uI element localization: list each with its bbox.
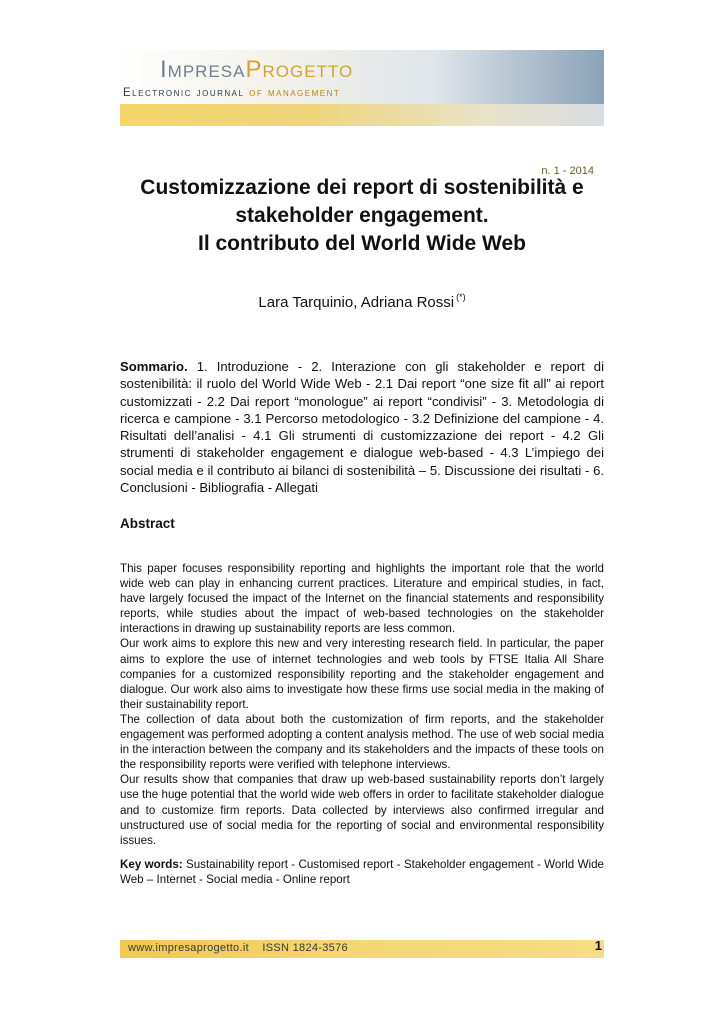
summary [120, 358, 604, 496]
journal-header [120, 50, 604, 177]
keywords [120, 857, 604, 887]
author-names: Lara Tarquinio, Adriana Rossi [258, 294, 455, 311]
abstract-paragraph: Our work aims to explore this new and very interesting research field. In particular, the paper aims to explore the use of internet technologies and web tools by FTSE Italia All Share companies for a customized responsibility reporting and the stakeholder engagement and dialogue. Our work also aims to investigate how these firms use social media in the making of their sustainability report. [120, 637, 604, 711]
footer-issn: ISSN 1824-3576 [262, 942, 348, 954]
page-number: 1 [594, 938, 602, 953]
keywords-label: Key words: [120, 858, 183, 871]
issue-number: n. 1 - 2014 [541, 165, 594, 177]
title-line-2: stakeholder engagement. [235, 204, 489, 227]
journal-tagline: Electronic journal of management [123, 87, 341, 99]
abstract-heading: Abstract [120, 516, 175, 531]
paper-title [60, 174, 664, 258]
authors [0, 292, 724, 311]
journal-logo: ImpresaProgetto [160, 56, 354, 83]
title-line-3: Il contributo del World Wide Web [197, 232, 527, 255]
author-note: (*) [456, 292, 466, 302]
footer-site: www.impresaprogetto.it [128, 942, 249, 954]
title-line-1: Customizzazione dei report di sostenibilità e [140, 176, 584, 199]
summary-text: 1. Introduzione - 2. Interazione con gli stakeholder e report di sostenibilità: il ruolo del World Wide Web - 2.1 Dai report “one size fit all” ai report customizzati - 2.2 Dai report “monologue” ai report “condivisi” - 3. Metodologia di ricerca e campione - 3.1 Percorso metodologico - 3.2 Definizione del campione - 4. Risultati dell’analisi - 4.1 Gli strumenti di customizzazione dei report - 4.2 Gli strumenti di stakeholder engagement e dialogue web-based - 4.3 L’impiego dei social media e il contributo ai bilanci di sostenibilità – 5. Discussione dei risultati - 6. Conclusioni - Bibliografia - Allegati [120, 359, 604, 496]
abstract-paragraph: This paper focuses responsibility reporting and highlights the important role that the world wide web can play in enhancing current practices. Literature and empirical studies, in fact, have largely focused the impact of the Internet on the financial statements and responsibility reports, while studies about the impact of web-based technologies on the stakeholder interactions in drawing up sustainability reports are less common. [120, 562, 604, 636]
keywords-text: Sustainability report - Customised report - Stakeholder engagement - World Wide Web – Internet - Social media - Online report [120, 858, 604, 886]
summary-label: Sommario. [120, 359, 188, 374]
footer-info [128, 942, 348, 954]
abstract-paragraph: Our results show that companies that draw up web-based sustainability reports don’t largely use the huge potential that the world wide web offers in order to facilitate stakeholder dialogue and to customize firm reports. Data collected by interviews also confirmed irregular and unstructured use of social media for the reporting of social and environmental responsibility issues. [120, 773, 604, 847]
header-stripe [120, 104, 604, 177]
footer [120, 940, 604, 958]
abstract-paragraph: The collection of data about both the customization of firm reports, and the stakeholder engagement was performed adopting a content analysis method. The use of web social media in the interaction between the company and its stakeholders and the impacts of these tools on the responsibility reports were verified with telephone interviews. [120, 712, 604, 772]
abstract-body [120, 561, 604, 848]
